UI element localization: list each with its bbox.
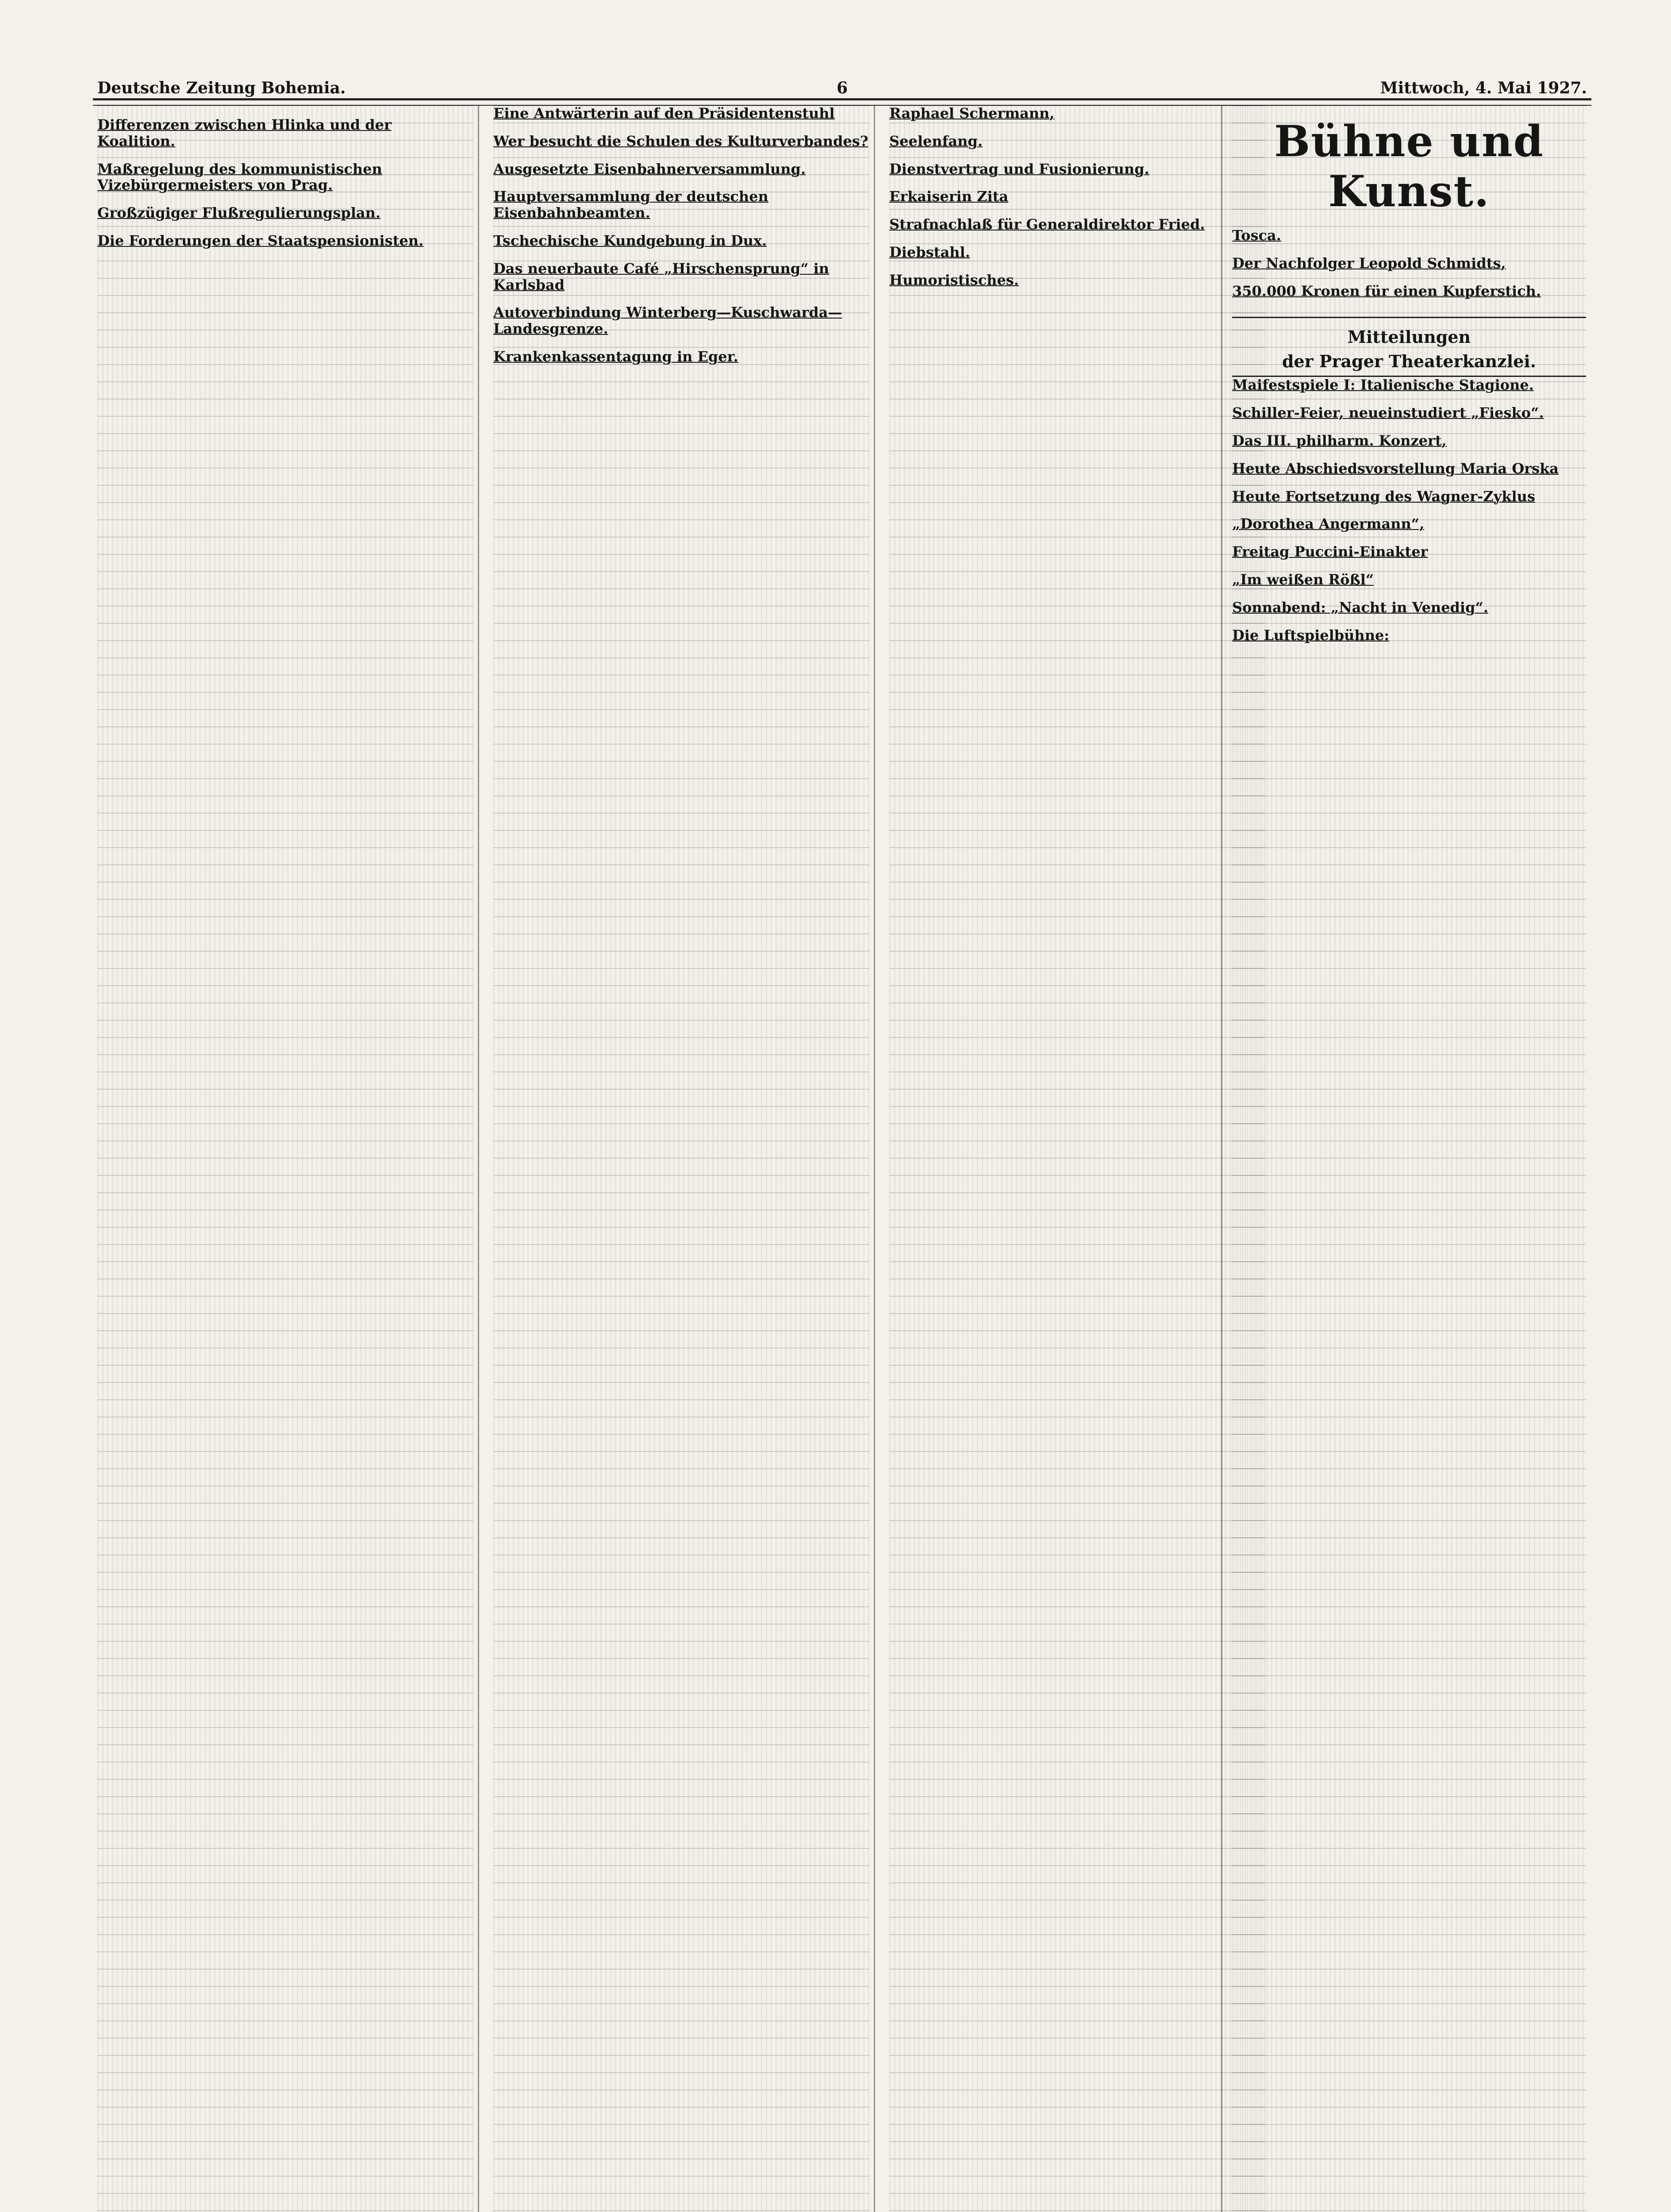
article (1232, 544, 1586, 560)
article-headline: Das III. philharm. Konzert, (1232, 432, 1447, 449)
article (889, 133, 1265, 150)
article (1232, 488, 1586, 505)
article (97, 205, 473, 221)
column-3 (889, 105, 1265, 2212)
article-headline: Heute Abschiedsvorstellung Maria Orska (1232, 460, 1559, 477)
column-divider (874, 105, 875, 2212)
article (493, 133, 869, 150)
article (1232, 516, 1586, 532)
article-headline: Raphael Schermann, (889, 105, 1055, 122)
article-headline: Hauptversammlung der deutschen Eisenbahnbeamten. (493, 188, 768, 222)
article-headline: Das neuerbaute Café „Hirschensprung“ in Karlsbad (493, 260, 830, 293)
article-headline: Freitag Puccini-Einakter (1232, 543, 1428, 561)
article-headline: Heute Fortsetzung des Wagner-Zyklus (1232, 488, 1535, 505)
article (889, 188, 1265, 205)
article-headline: Tosca. (1232, 227, 1281, 244)
article-headline: Humoristisches. (889, 271, 1019, 288)
article-headline: Autoverbindung Winterberg—Kuschwarda—Landesgrenze. (493, 304, 842, 338)
column-1 (97, 105, 473, 2212)
article-headline: „Im weißen Rößl“ (1232, 571, 1374, 588)
article-headline: Eine Antwärterin auf den Präsidentenstuhl (493, 105, 835, 122)
article-headline: Dienstvertrag und Fusionierung. (889, 160, 1149, 177)
subsection-subtitle: der Prager Theaterkanzlei. (1282, 351, 1537, 372)
subsection-title: Mitteilungen (1347, 327, 1471, 347)
article (1232, 227, 1586, 244)
article (493, 261, 869, 293)
section-title: Bühne und Kunst. (1274, 116, 1544, 216)
article-headline: Maßregelung des kommunistischen Vizebürgermeisters von Prag. (97, 160, 382, 194)
column-2 (493, 105, 869, 2212)
issue-date: Mittwoch, 4. Mai 1927. (1380, 79, 1587, 97)
article (889, 272, 1265, 288)
article (493, 349, 869, 365)
article (889, 105, 1265, 122)
article-headline: Sonnabend: „Nacht in Venedig“. (1232, 599, 1488, 616)
article (493, 161, 869, 177)
header-rule (93, 98, 1591, 106)
article-headline: 350.000 Kronen für einen Kupferstich. (1232, 282, 1541, 300)
article (493, 304, 869, 337)
article (1232, 433, 1586, 449)
article-headline: Großzügiger Flußregulierungsplan. (97, 204, 380, 222)
article (889, 161, 1265, 177)
article-headline: Tschechische Kundgebung in Dux. (493, 232, 767, 249)
article (97, 161, 473, 194)
article (493, 233, 869, 249)
article-headline: Wer besucht die Schulen des Kulturverbandes? (493, 132, 868, 150)
article (1232, 461, 1586, 477)
column-divider (478, 105, 479, 2212)
article-headline: Die Forderungen der Staatspensionisten. (97, 232, 424, 249)
article-headline: Maifestspiele I: Italienische Stagione. (1232, 376, 1534, 394)
page-header (97, 66, 1587, 97)
article (889, 244, 1265, 261)
article-headline: Erkaiserin Zita (889, 188, 1009, 205)
subsection-header (1232, 317, 1586, 377)
article-headline: Die Luftspielbühne: (1232, 626, 1390, 644)
article (1232, 627, 1586, 644)
article (97, 117, 473, 150)
article (1232, 283, 1586, 300)
article (493, 105, 869, 122)
article (1232, 599, 1586, 616)
article-headline: Differenzen zwischen Hlinka und der Koalition. (97, 116, 392, 150)
article-headline: Ausgesetzte Eisenbahnerversammlung. (493, 160, 806, 177)
article-headline: Der Nachfolger Leopold Schmidts, (1232, 254, 1506, 272)
article (1232, 572, 1586, 588)
article (493, 188, 869, 221)
article-headline: Schiller-Feier, neueinstudiert „Fiesko“. (1232, 404, 1544, 422)
page-number: 6 (836, 79, 848, 97)
article-headline: Krankenkassentagung in Eger. (493, 348, 738, 365)
article (1232, 377, 1586, 393)
article (1232, 405, 1586, 421)
article (889, 216, 1265, 233)
article-headline: Strafnachlaß für Generaldirektor Fried. (889, 216, 1205, 233)
article-headline: Diebstahl. (889, 243, 970, 261)
article-headline: Seelenfang. (889, 132, 983, 150)
article (97, 233, 473, 249)
column-4 (1232, 105, 1586, 2212)
article-headline: „Dorothea Angermann“, (1232, 515, 1425, 533)
masthead-title: Deutsche Zeitung Bohemia. (97, 79, 346, 97)
article (1232, 255, 1586, 272)
